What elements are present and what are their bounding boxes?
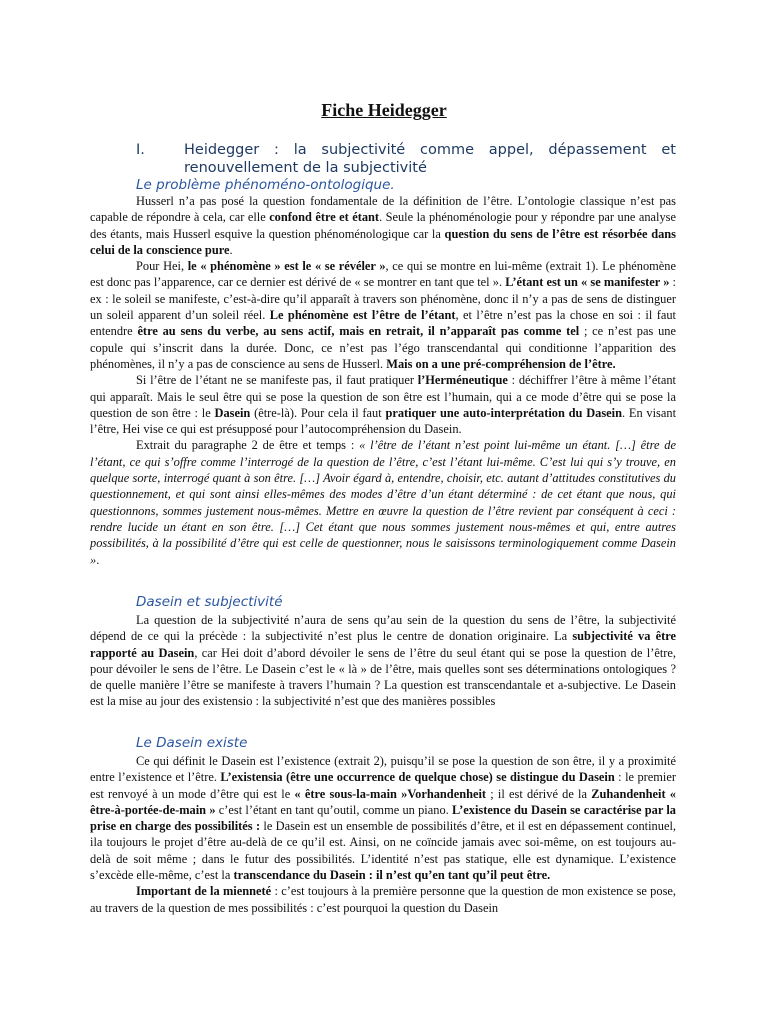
- paragraph: Important de la mienneté : c’est toujours à la première personne que la question de mon existence se pose, au travers de la question de mes possibilités : c’est pourquoi la question du Dasein: [90, 884, 676, 915]
- quote-paragraph: Extrait du paragraphe 2 de être et temps : « l’être de l’étant n’est point lui-même un étant. […] être de l’étant, ce qui s’offre comme l’interrogé de la question de l’être, c’est l’étant lui-même. C’est lui qui s’y trouve, en quelque sorte, interrogé quant à son être. […] Avoir égard à, entendre, choisir, etc. autant d’attitudes constitutives du questionnement, et qui sont ainsi elles-mêmes des modes d’être d’un étant déterminé : de cet étant que nous, qui questionnons, sommes justement nous-mêmes. Mettre en œuvre la question de l’être revient par conséquent à ceci : rendre lucide un étant en son être. […] Cet étant que nous sommes justement nous-mêmes et qui, entre autres possibilités, à la possibilité d’être qui est celle de questionner, nous le saisissons terminologiquement comme Dasein ».: [90, 438, 676, 567]
- page-title: Fiche Heidegger: [321, 100, 447, 120]
- section-body-1: [90, 193, 676, 568]
- section-number: I.: [136, 142, 145, 158]
- subheading-dasein-subjectivite: Dasein et subjectivité: [136, 594, 283, 610]
- paragraph: Si l’être de l’étant ne se manifeste pas, il faut pratiquer l’Herméneutique : déchiffrer l’être à même l’étant qui apparaît. Mais le seul être qui se pose la question de son être est l’humain, qui a ce mode d’être qui se pose la question de son être : le Dasein (être-là). Pour cela il faut pratiquer une auto-interprétation du Dasein. En visant l’être, Hei vise ce qui est présupposé pour l’autocompréhension du Dasein.: [90, 373, 677, 437]
- section-body-2: [90, 612, 676, 710]
- subheading-dasein-existe: Le Dasein existe: [136, 735, 248, 751]
- paragraph: Pour Hei, le « phénomène » est le « se révéler », ce qui se montre en lui-même (extrait 1). Le phénomène est donc pas l’apparence, car ce dernier est dérivé de « se montrer en tant que tel ». L’étant est un « se manifester » : ex : le soleil se manifeste, c’est-à-dire qu’il apparaît à travers son phénomène, donc il n’y a pas de sens de distinguer un soleil apparent d’un soleil réel. Le phénomène est l’être de l’étant, et l’être n’est pas la chose en soi : il faut entendre être au sens du verbe, au sens actif, mais en retrait, il n’apparaît pas comme tel ; ce n’est pas une copule qui s’inscrit dans la durée. Donc, ce n’est pas l’égo transcendantal qui conditionne l’apparition des phénomènes, il n’y a pas de conscience au sens de Husserl. Mais on a une pré-compréhension de l’être.: [90, 259, 676, 371]
- paragraph: Ce qui définit le Dasein est l’existence (extrait 2), puisqu’il se pose la question de son être, il y a proximité entre l’existence et l’être. L’existensia (être une occurrence de quelque chose) se distingue du Dasein : le premier est renvoyé à un mode d’être qui est le « être sous-la-main »Vorhandenheit ; il est dérivé de la Zuhandenheit « être-à-portée-de-main » c’est l’étant en tant qu’outil, comme un piano. L’existence du Dasein se caractérise par la prise en charge des possibilités : le Dasein est un ensemble de possibilités d’être, et il est en dépassement continuel, ila toujours le projet d’être au-delà de ce qu’il est. Ainsi, on ne coïncide jamais avec soi-même, on est toujours au-delà de soit même ; dans le futur des possibilités. L’identité n’est pas statique, elle est dynamique. L’existence s’excède elle-même, c’est la transcendance du Dasein : il n’est qu’en tant qu’il peut être.: [90, 754, 676, 883]
- paragraph: La question de la subjectivité n’aura de sens qu’au sein de la question du sens de l’être, la subjectivité dépend de ce qui la précède : la subjectivité n’est plus le centre de donation originaire. La subjectivité va être rapporté au Dasein, car Hei doit d’abord dévoiler le sens de l’être du seul étant qui se pose la question de l’être, pour dévoiler le sens de l’être. Le Dasein c’est le « là » de l’être, mais quelles sont ses déterminations ontologiques ? de quelle manière l’être se manifeste à travers l’humain ? La question est transcendantale et a-subjective. Le Dasein est la mise au jour des existensio : la subjectivité n’est que des manières possibles: [90, 613, 676, 709]
- subheading-phenomeno: Le problème phénoméno-ontologique.: [136, 177, 395, 193]
- section-body-3: [90, 753, 676, 916]
- section-title: Heidegger : la subjectivité comme appel, dépassement et renouvellement de la subjectivité: [184, 142, 676, 176]
- paragraph: Husserl n’a pas posé la question fondamentale de la définition de l’être. L’ontologie classique n’est pas capable de répondre à cela, car elle confond être et étant. Seule la phénoménologie pour y répondre par une analyse des étants, mais Husserl esquive la question phénoménologique car la question du sens de l’être est résorbée dans celui de la conscience pure.: [90, 194, 676, 257]
